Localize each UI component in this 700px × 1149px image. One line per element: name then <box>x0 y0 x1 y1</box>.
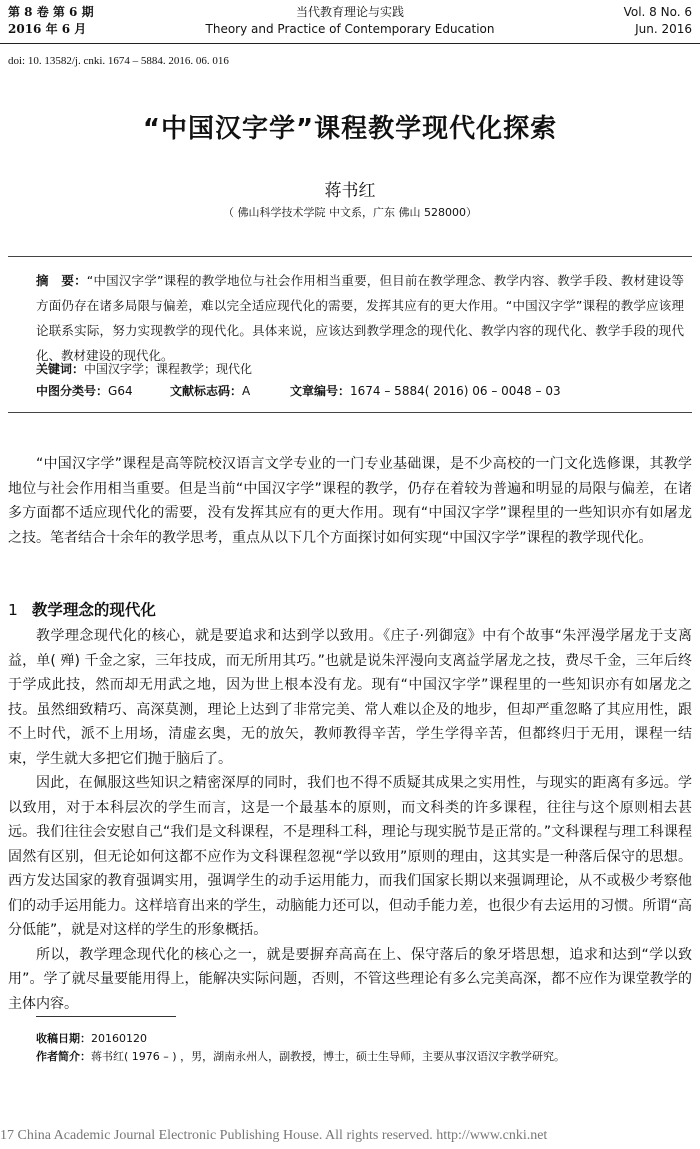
section-paragraph: 所以，教学理念现代化的核心之一，就是要摒弃高高在上、保守落后的象牙塔思想，追求和达到“学以致用”。学了就尽量要能用得上，能解决实际问题，否则，不管这些理论有多么完美高深，都不应作为课堂教学的主体内容。 <box>8 946 692 1012</box>
received-date: 20160120 <box>91 1032 147 1045</box>
journal-header <box>0 0 700 40</box>
issue-date-en: Jun. 2016 <box>635 22 692 36</box>
document-code <box>170 380 250 402</box>
article-number <box>290 380 561 402</box>
footnote-author-bio <box>36 1048 565 1066</box>
article-number-value: 1674 – 5884( 2016) 06 – 0048 – 03 <box>350 384 561 398</box>
issue-date: 2016 年 6 月 <box>8 22 87 36</box>
section-body <box>8 624 692 1016</box>
author-bio-label: 作者简介： <box>36 1050 91 1063</box>
paper-title: “中国汉字学”课程教学现代化探索 <box>142 114 558 144</box>
intro-paragraph: “中国汉字学”课程是高等院校汉语言文学专业的一门专业基础课，是不少高校的一门文化选修课，其教学地位与社会作用相当重要。但是当前“中国汉字学”课程的教学，仍存在着较为普遍和明显的局限与偏差，在诸多方面都不适应现代化的需要，没有发挥其应有的更大作用。现有“中国汉字学”课程里的一些知识亦有如屠龙之技。笔者结合十余年的教学思考，重点从以下几个方面探讨如何实现“中国汉字学”课程的教学现代化。 <box>8 456 692 546</box>
keywords-text: 中国汉字学；课程教学；现代化 <box>84 362 253 376</box>
abstract-top-rule <box>8 256 692 257</box>
doi: doi: 10. 13582/j. cnki. 1674 – 5884. 2016. 06. 016 <box>8 55 229 67</box>
clc-number <box>36 380 133 402</box>
article-number-label: 文章编号： <box>290 384 351 398</box>
section-number: 1 <box>8 601 18 619</box>
abstract-label: 摘 要： <box>36 273 87 288</box>
journal-title-cn: 当代教育理论与实践 <box>295 5 404 19</box>
author-name: 蒋书红 <box>324 181 376 201</box>
journal-title-en: Theory and Practice of Contemporary Education <box>205 22 495 36</box>
section-paragraph: 教学理念现代化的核心，就是要追求和达到学以致用。《庄子·列御寇》中有个故事“朱泙漫学屠龙于支离益，单( 殚) 千金之家，三年技成，而无所用其巧。”也就是说朱泙漫向支离益学屠龙之技，费尽千金，三年后终于学成此技，然而却无用武之地，因为世上根本没有龙。现有“中国汉字学”课程里的一些知识亦有如屠龙之技。虽然细致精巧、高深莫测，理论上达到了非常完美、常人难以企及的地步，但却严重忽略了其应用性，跟不上时代，派不上用场，清虚玄奥，无的放矢，教师教得辛苦，学生学得辛苦，但都终归于无用，课程一结束，学生就大多把它们抛于脑后了。 <box>8 628 692 767</box>
copyright-footer: 17 China Academic Journal Electronic Publishing House. All rights reserved. http://www.cnki.net <box>0 1128 548 1143</box>
document-code-value: A <box>242 384 251 398</box>
volume-issue-en: Vol. 8 No. 6 <box>623 5 692 19</box>
clc-value: G64 <box>108 384 133 398</box>
clc-label: 中图分类号： <box>36 384 109 398</box>
issue-info-en <box>624 4 692 38</box>
document-code-label: 文献标志码： <box>170 384 243 398</box>
keywords <box>36 358 252 380</box>
introduction <box>8 452 692 550</box>
section-paragraph: 因此，在佩服这些知识之精密深厚的同时，我们也不得不质疑其成果之实用性，与现实的距离有多远。学以致用，对于本科层次的学生而言，这是一个最基本的原则，而文科类的许多课程，往往与这个原则相去甚远。我们往往会安慰自己“我们是文科课程，不是理科工科，理论与现实脱节是正常的。”文科课程与理工科课程固然有区别，但无论如何这都不应作为文科课程忽视“学以致用”原则的理由，这其实是一种落后保守的思想。西方发达国家的教育强调实用，强调学生的动手运用能力，而我们国家长期以来强调理论，从不或极少考察他们的动手运用能力。这样培育出来的学生，动脑能力还可以，但动手能力差，也很少有去运用的习惯。所谓“高分低能”，就是对这样的学生的形象概括。 <box>8 775 692 938</box>
header-rule <box>0 43 700 44</box>
section-heading <box>8 598 156 620</box>
footnote-received <box>36 1030 147 1048</box>
author-affiliation: （ 佛山科学技术学院 中文系，广东 佛山 528000） <box>223 206 477 219</box>
author-bio-text: 蒋书红( 1976 – ) ，男，湖南永州人，副教授，博士，硕士生导师，主要从事汉语汉字教学研究。 <box>91 1050 566 1063</box>
received-label: 收稿日期： <box>36 1032 91 1045</box>
footnote-rule <box>36 1016 176 1017</box>
abstract <box>36 268 684 368</box>
section-title: 教学理念的现代化 <box>31 601 156 619</box>
keywords-label: 关键词： <box>36 362 85 376</box>
volume-issue: 第 8 卷 第 6 期 <box>8 5 94 19</box>
abstract-text: “中国汉字学”课程的教学地位与社会作用相当重要，但目前在教学理念、教学内容、教学手段、教材建设等方面仍存在诸多局限与偏差，难以完全适应现代化的需要，发挥其应有的更大作用。“中国汉字学”课程的教学应该理论联系实际，努力实现教学的现代化。具体来说，应该达到教学理念的现代化、教学内容的现代化、教学手段的现代化、教材建设的现代化。 <box>36 273 684 363</box>
abstract-bottom-rule <box>8 412 692 413</box>
journal-title <box>0 4 700 38</box>
